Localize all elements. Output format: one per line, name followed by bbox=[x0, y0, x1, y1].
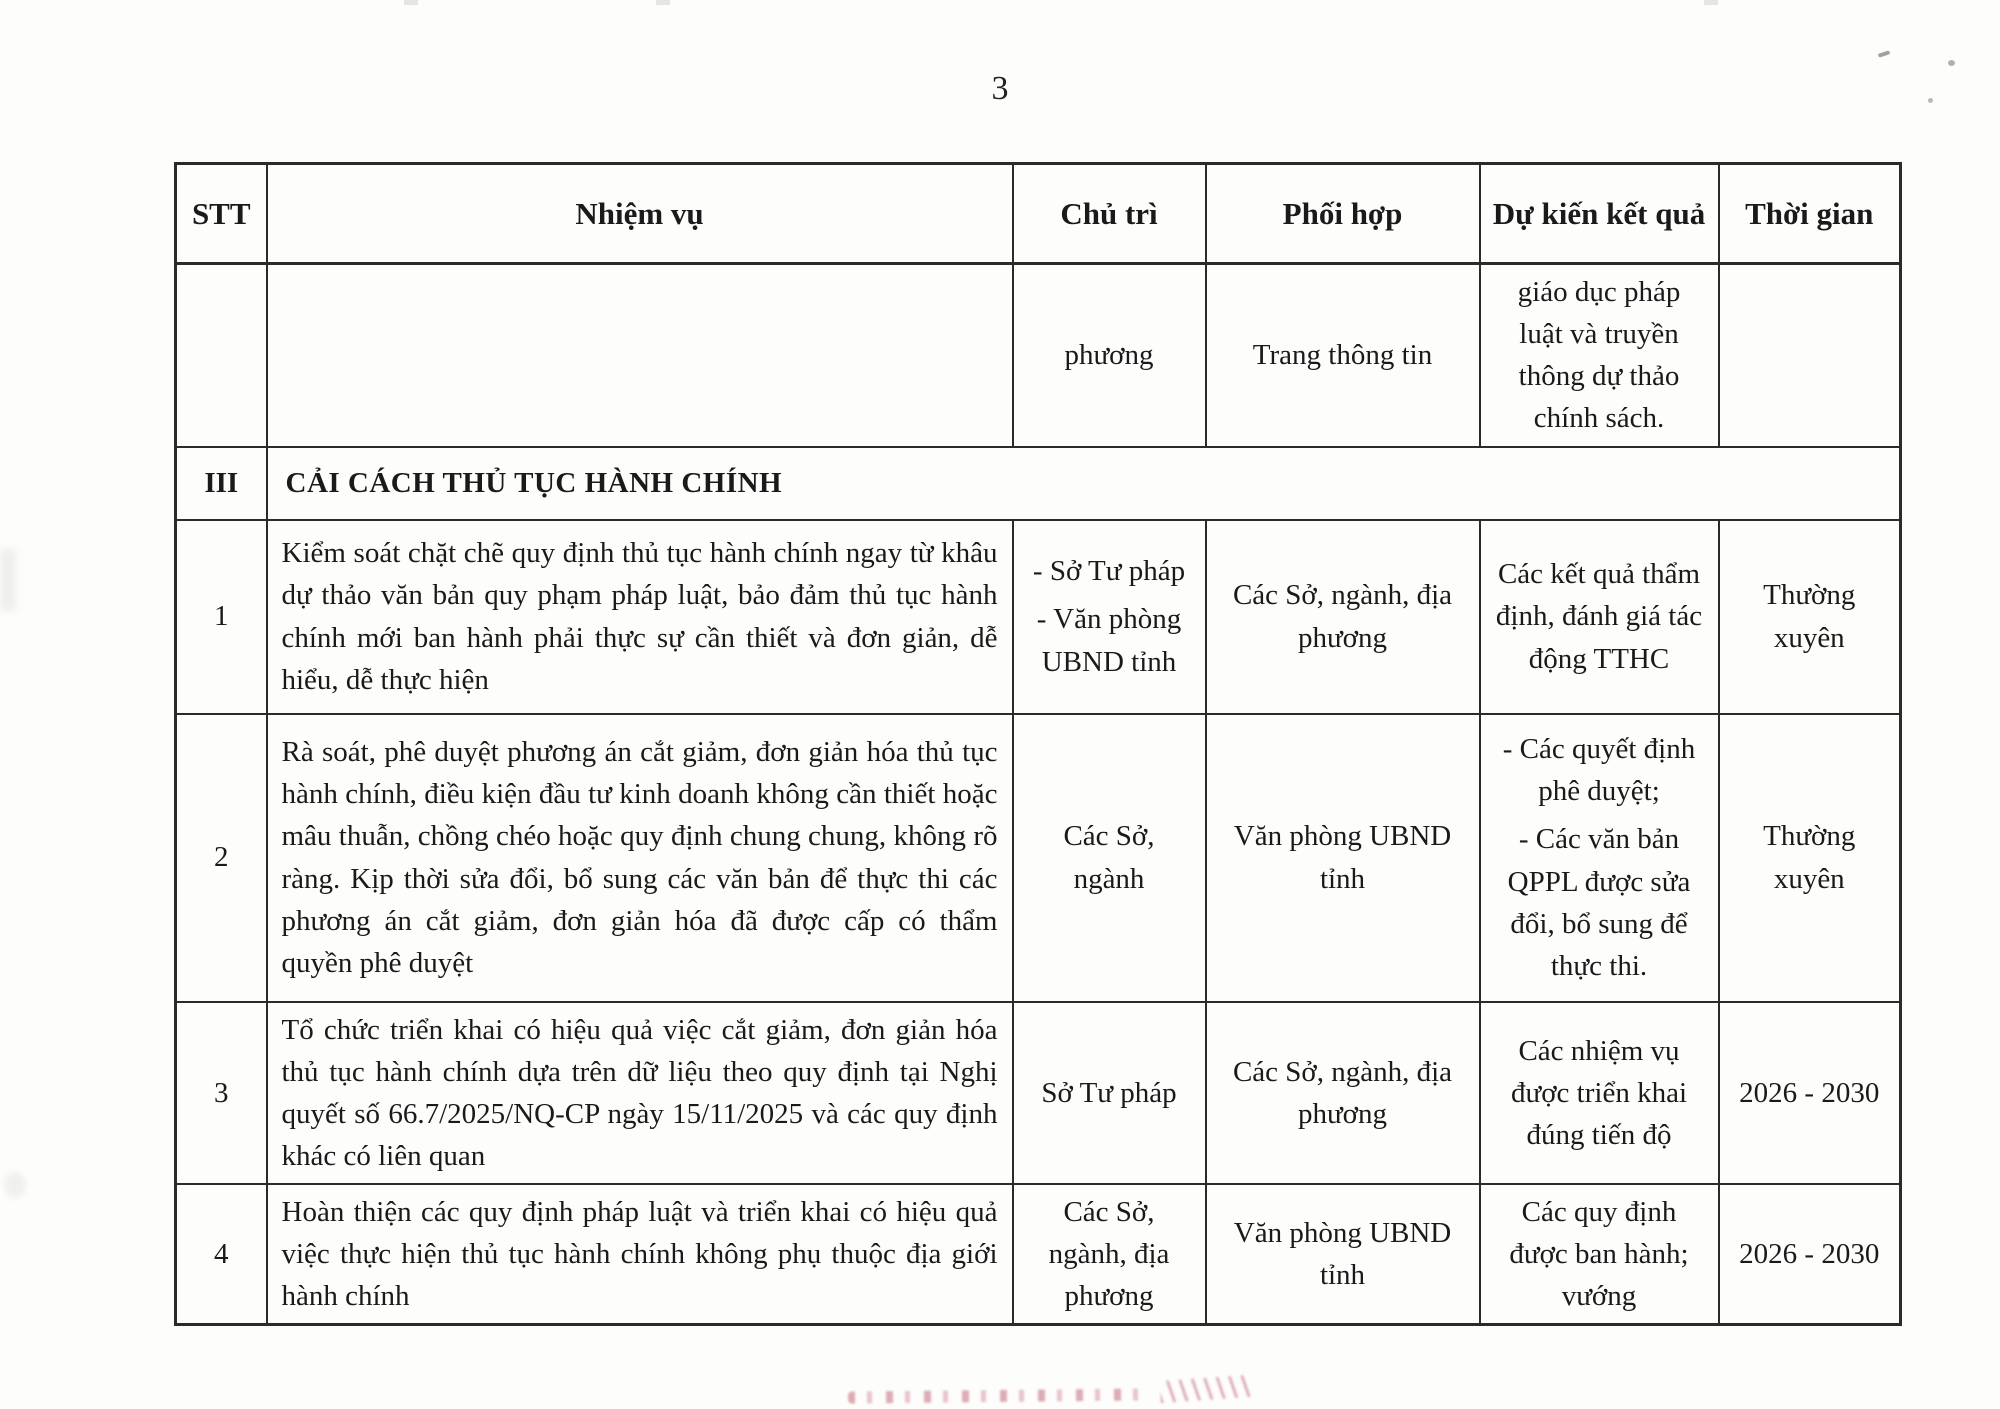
table-row bbox=[176, 1002, 1901, 1184]
column-header-nhiem-vu: Nhiệm vụ bbox=[267, 164, 1013, 264]
red-ink-artifact bbox=[848, 1388, 1148, 1403]
row-chu-tri: Các Sở, ngành bbox=[1013, 714, 1206, 1002]
column-header-stt: STT bbox=[176, 164, 267, 264]
task-plan-table bbox=[174, 162, 1902, 1326]
row-du-kien: Các nhiệm vụ được triển khai đúng tiến độ bbox=[1480, 1002, 1719, 1184]
section-row-iii bbox=[176, 447, 1901, 520]
row-thoi-gian: 2026 - 2030 bbox=[1719, 1002, 1901, 1184]
continuation-task-cell bbox=[267, 264, 1013, 447]
row-phoi-hop: Văn phòng UBND tỉnh bbox=[1206, 714, 1480, 1002]
continuation-du-kien-cell: giáo dục pháp luật và truyền thông dự thảo chính sách. bbox=[1480, 264, 1719, 447]
scan-smudge bbox=[4, 1172, 26, 1198]
scan-edge-mark bbox=[1704, 0, 1718, 5]
continuation-row bbox=[176, 264, 1901, 447]
section-title: CẢI CÁCH THỦ TỤC HÀNH CHÍNH bbox=[267, 447, 1901, 520]
row-phoi-hop: Các Sở, ngành, địa phương bbox=[1206, 1002, 1480, 1184]
column-header-du-kien-ket-qua: Dự kiến kết quả bbox=[1480, 164, 1719, 264]
row-task: Tổ chức triển khai có hiệu quả việc cắt giảm, đơn giản hóa thủ tục hành chính dựa trên dữ liệu theo quy định tại Nghị quyết số 66.7/2025/NQ-CP ngày 15/11/2025 và các quy định khác có liên quan bbox=[267, 1002, 1013, 1184]
row-chu-tri bbox=[1013, 520, 1206, 714]
row-task: Hoàn thiện các quy định pháp luật và triển khai có hiệu quả việc thực hiện thủ tục hành chính không phụ thuộc địa giới hành chính bbox=[267, 1184, 1013, 1325]
scan-edge-mark bbox=[656, 0, 670, 5]
row-chu-tri: Các Sở, ngành, địa phương bbox=[1013, 1184, 1206, 1325]
row-phoi-hop: Các Sở, ngành, địa phương bbox=[1206, 520, 1480, 714]
row-du-kien: Các kết quả thẩm định, đánh giá tác động TTHC bbox=[1480, 520, 1719, 714]
row-thoi-gian: 2026 - 2030 bbox=[1719, 1184, 1901, 1325]
row-stt: 2 bbox=[176, 714, 267, 1002]
row-stt: 3 bbox=[176, 1002, 267, 1184]
row-du-kien: Các quy định được ban hành; vướng bbox=[1480, 1184, 1719, 1325]
scan-smudge bbox=[0, 548, 16, 612]
table-row bbox=[176, 714, 1901, 1002]
row-task: Kiểm soát chặt chẽ quy định thủ tục hành chính ngay từ khâu dự thảo văn bản quy phạm pháp luật, bảo đảm thủ tục hành chính mới ban hành phải thực sự cần thiết và đơn giản, dễ hiểu, dễ thực hiện bbox=[267, 520, 1013, 714]
section-number: III bbox=[176, 447, 267, 520]
row-du-kien bbox=[1480, 714, 1719, 1002]
red-ink-artifact bbox=[1159, 1375, 1250, 1403]
column-header-thoi-gian: Thời gian bbox=[1719, 164, 1901, 264]
row-phoi-hop: Văn phòng UBND tỉnh bbox=[1206, 1184, 1480, 1325]
continuation-chu-tri-cell: phương bbox=[1013, 264, 1206, 447]
du-kien-item: - Các quyết định phê duyệt; bbox=[1502, 733, 1696, 808]
column-header-chu-tri: Chủ trì bbox=[1013, 164, 1206, 264]
row-thoi-gian: Thường xuyên bbox=[1719, 714, 1901, 1002]
scan-speck bbox=[1948, 60, 1955, 66]
page-number: 3 bbox=[991, 70, 1009, 107]
continuation-thoi-gian-cell bbox=[1719, 264, 1901, 447]
chu-tri-item: - Văn phòng UBND tỉnh bbox=[1036, 603, 1182, 678]
row-chu-tri: Sở Tư pháp bbox=[1013, 1002, 1206, 1184]
row-stt: 1 bbox=[176, 520, 267, 714]
row-stt: 4 bbox=[176, 1184, 267, 1325]
table-row bbox=[176, 520, 1901, 714]
du-kien-item: - Các văn bản QPPL được sửa đổi, bổ sung để thực thi. bbox=[1507, 823, 1691, 982]
column-header-phoi-hop: Phối hợp bbox=[1206, 164, 1480, 264]
table-header-row bbox=[176, 164, 1901, 264]
chu-tri-item: - Sở Tư pháp bbox=[1032, 555, 1186, 588]
scan-speck bbox=[1878, 50, 1891, 58]
row-task: Rà soát, phê duyệt phương án cắt giảm, đơn giản hóa thủ tục hành chính, điều kiện đầu tư kinh doanh không cần thiết hoặc mâu thuẫn, chồng chéo hoặc quy định chung chung, không rõ ràng. Kịp thời sửa đổi, bổ sung các văn bản để thực thi các phương án cắt giảm, đơn giản hóa đã được cấp có thẩm quyền phê duyệt bbox=[267, 714, 1013, 1002]
table-row bbox=[176, 1184, 1901, 1325]
scan-edge-mark bbox=[404, 0, 418, 5]
row-thoi-gian: Thường xuyên bbox=[1719, 520, 1901, 714]
continuation-stt-cell bbox=[176, 264, 267, 447]
continuation-phoi-hop-cell: Trang thông tin bbox=[1206, 264, 1480, 447]
